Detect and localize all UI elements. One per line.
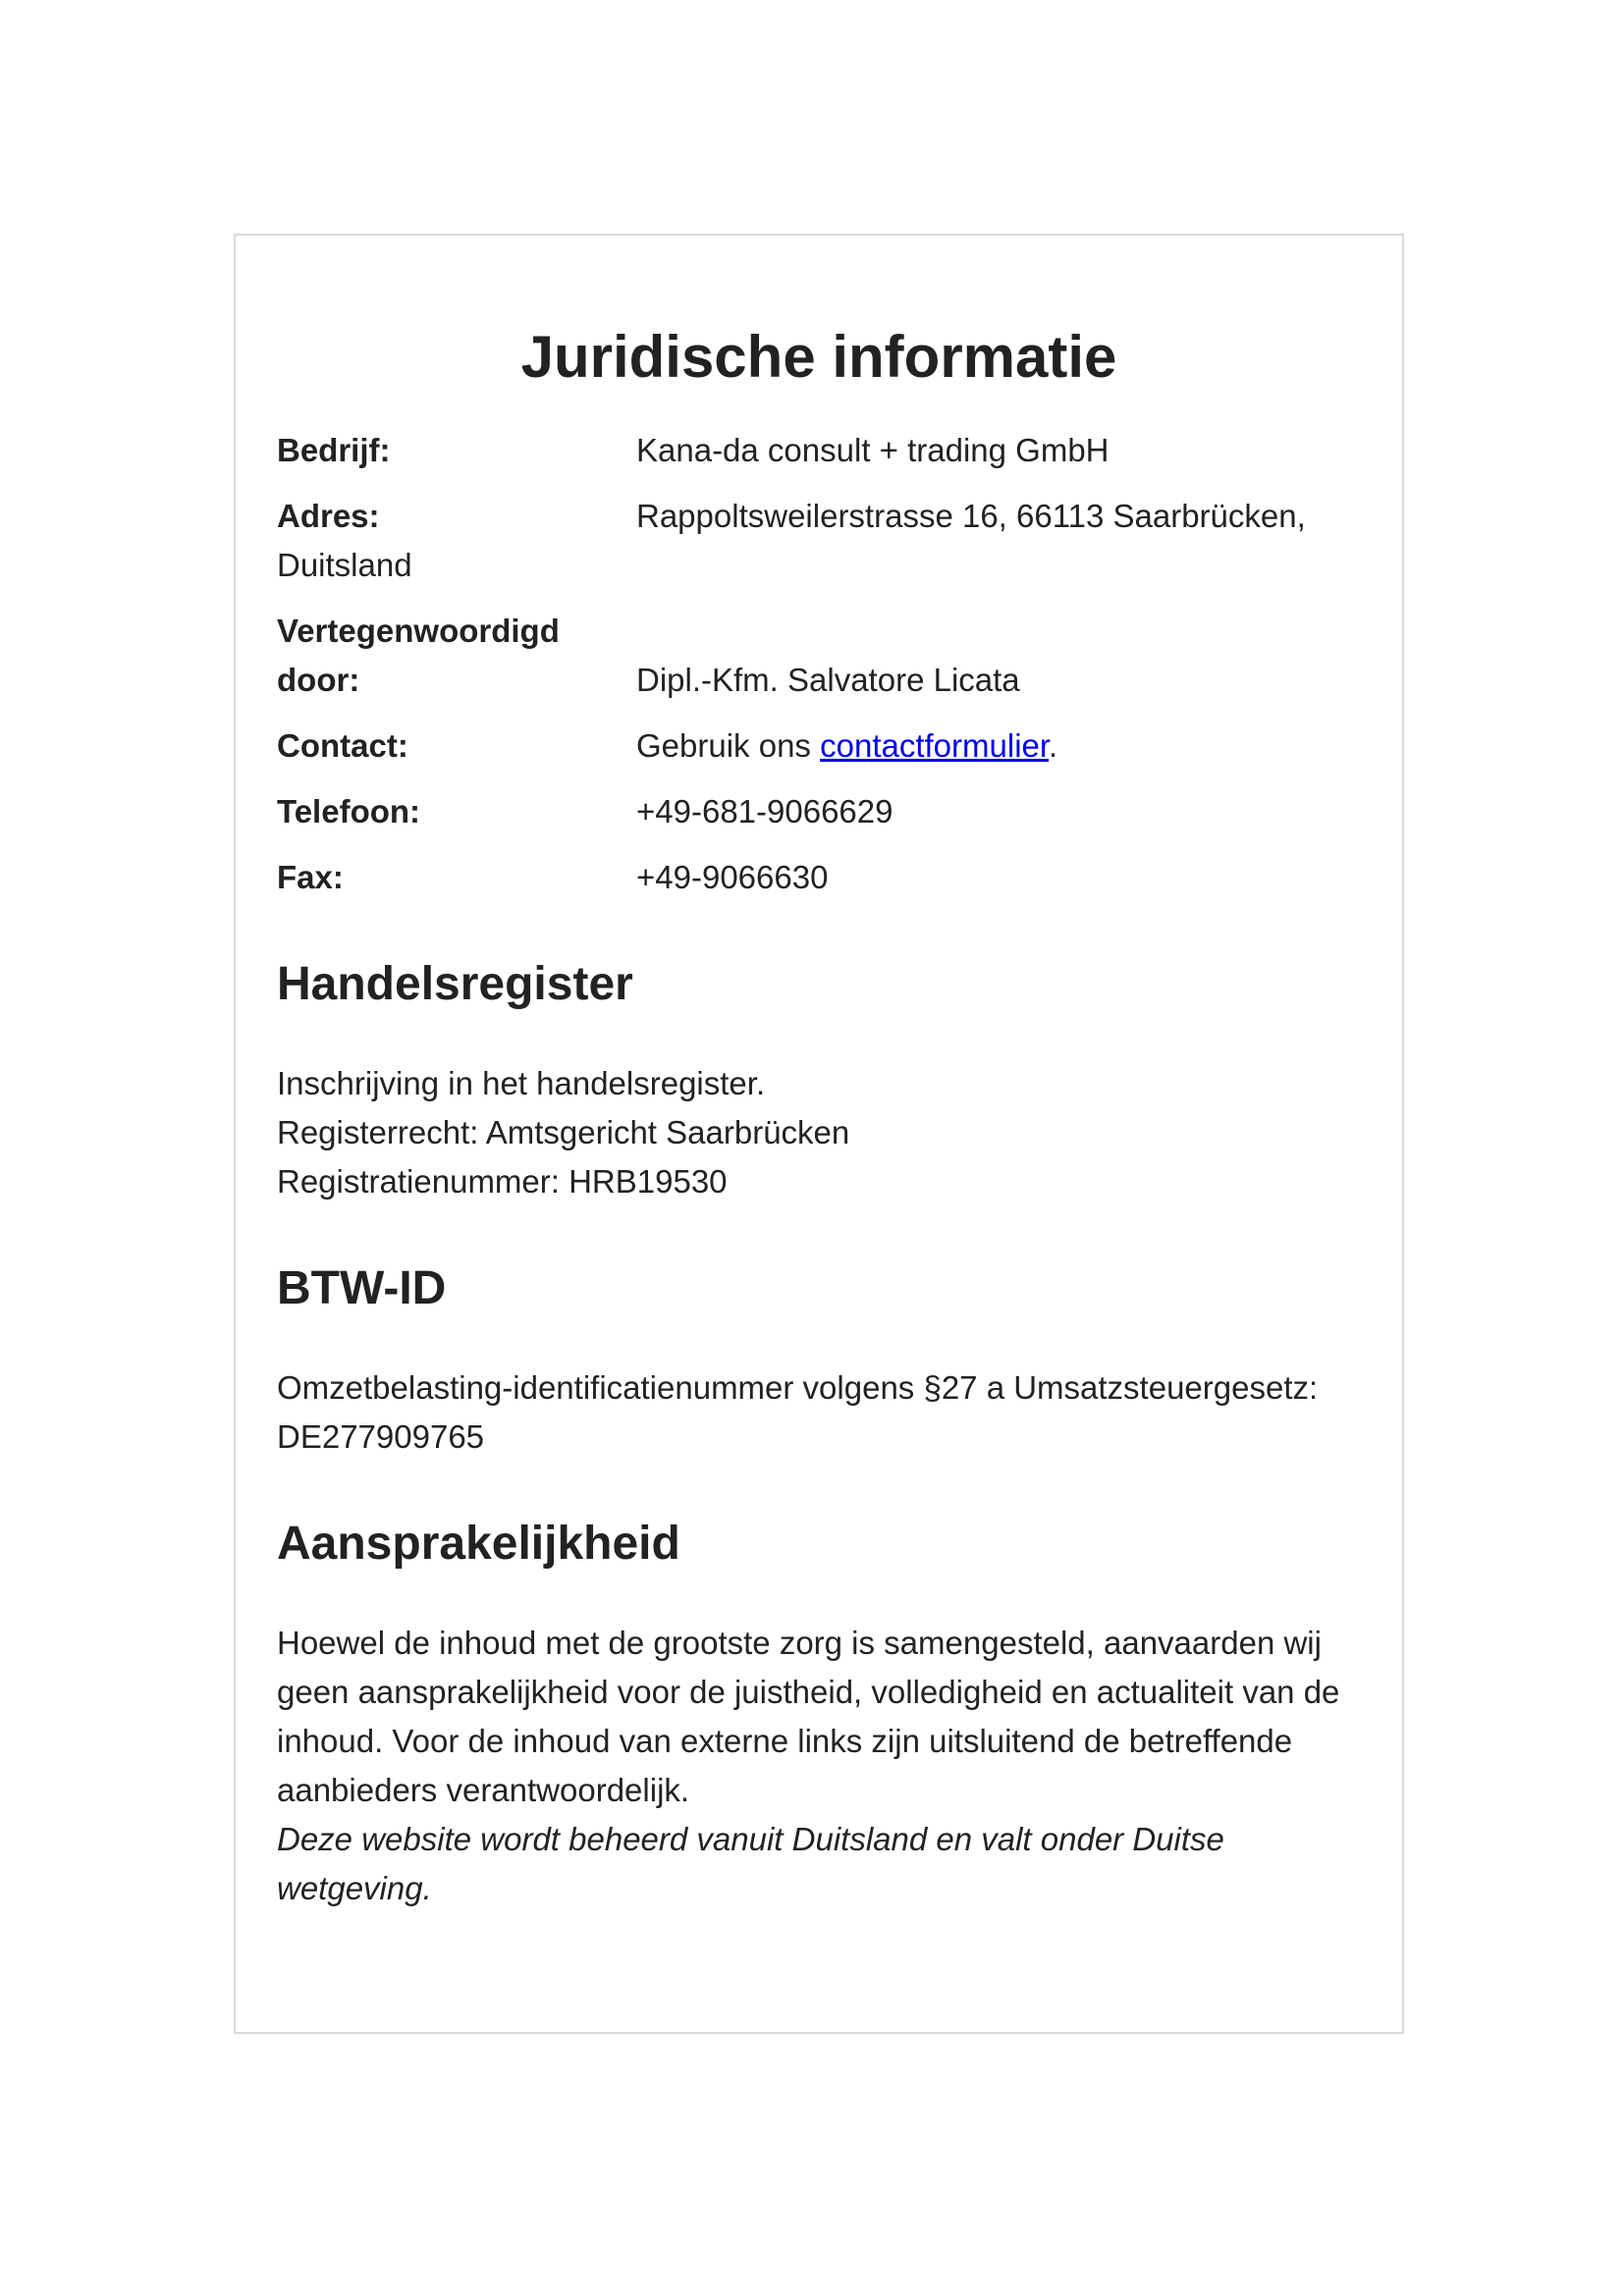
register-line-2: Registerrecht: Amtsgericht Saarbrücken <box>277 1114 850 1150</box>
company-value: Kana-da consult + trading GmbH <box>636 432 1110 468</box>
liability-section <box>277 1619 1361 1913</box>
register-heading: Handelsregister <box>277 958 633 1010</box>
liability-heading: Aansprakelijkheid <box>277 1518 680 1570</box>
address-label-slot <box>277 492 636 541</box>
company-info-table <box>277 426 1361 902</box>
address-row <box>277 492 1361 590</box>
contact-form-link[interactable]: contactformulier <box>820 727 1050 764</box>
register-line-3: Registratienummer: HRB19530 <box>277 1163 728 1200</box>
phone-value: +49-681-9066629 <box>636 793 893 829</box>
represented-value: Dipl.-Kfm. Salvatore Licata <box>636 662 1020 698</box>
phone-row <box>277 787 1361 836</box>
address-label: Adres: <box>277 498 380 534</box>
fax-label: Fax: <box>277 859 344 895</box>
vat-heading: BTW-ID <box>277 1262 447 1314</box>
register-section <box>277 1059 1361 1206</box>
legal-info-card <box>234 234 1404 2034</box>
contact-label: Contact: <box>277 727 408 764</box>
vat-section <box>277 1363 1361 1462</box>
contact-value <box>636 721 1361 771</box>
jurisdiction-note: Deze website wordt beheerd vanuit Duitsland en valt onder Duitse wetgeving. <box>277 1821 1224 1906</box>
fax-value: +49-9066630 <box>636 859 829 895</box>
address-value: Rappoltsweilerstrasse 16, 66113 Saarbrücken, Duitsland <box>277 498 1306 583</box>
contact-prefix: Gebruik ons <box>636 727 811 764</box>
contact-row <box>277 721 1361 771</box>
fax-row <box>277 853 1361 902</box>
contact-suffix: . <box>1049 727 1058 764</box>
company-label: Bedrijf: <box>277 432 391 468</box>
vat-text: Omzetbelasting-identificatienummer volgens §27 a Umsatzsteuergesetz: DE277909765 <box>277 1369 1319 1455</box>
company-row <box>277 426 1361 475</box>
liability-text: Hoewel de inhoud met de grootste zorg is samengesteld, aanvaarden wij geen aansprakelijkheid voor de juistheid, volledigheid en actualiteit van de inhoud. Voor de inhoud van externe links zijn uitsluitend de betreffende aanbieders verantwoordelijk. <box>277 1625 1340 1808</box>
represented-row <box>277 607 1361 705</box>
phone-label: Telefoon: <box>277 793 421 829</box>
page-title: Juridische informatie <box>520 324 1117 390</box>
represented-label: Vertegenwoordigd door: <box>277 613 560 698</box>
register-line-1: Inschrijving in het handelsregister. <box>277 1065 766 1101</box>
